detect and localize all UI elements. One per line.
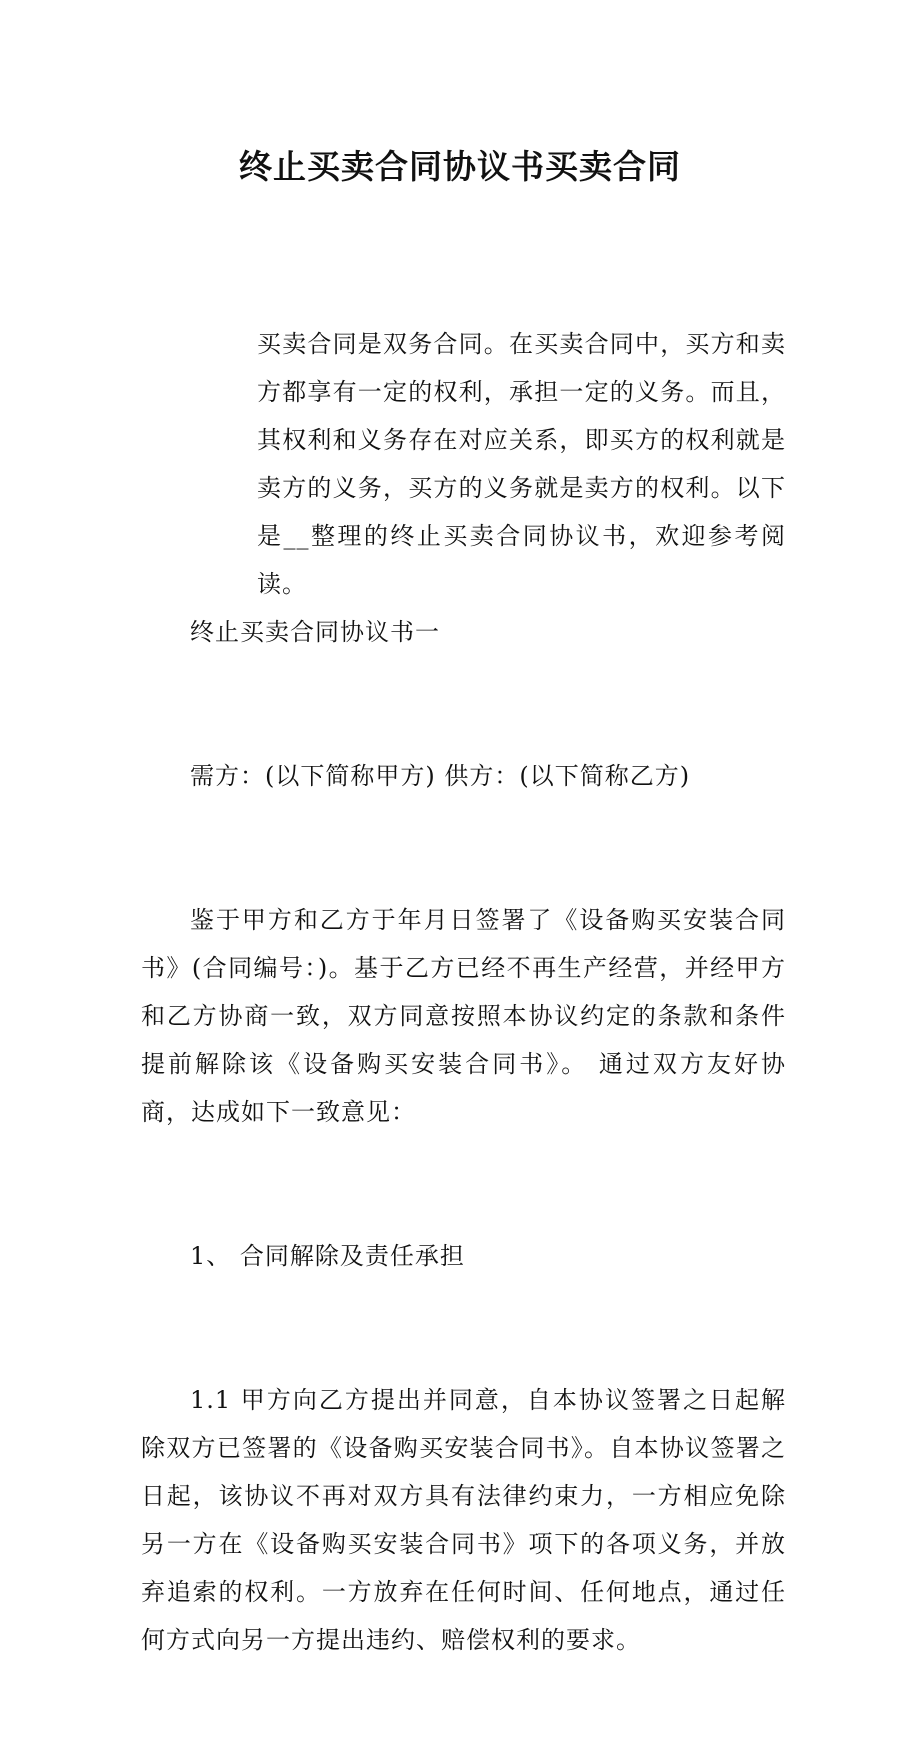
section-title: 终止买卖合同协议书一 [190, 618, 440, 646]
paragraph-recital: 鉴于甲方和乙方于年月日签署了《设备购买安装合同书》(合同编号：)。基于乙方已经不再生产经营，并经甲方和乙方协商一致，双方同意按照本协议约定的条款和条件提前解除该《设备购买安装合同书》。 通过双方友好协商，达成如下一致意见： [141, 906, 786, 1126]
agreement-section [141, 512, 786, 1760]
clause-heading: 1、 合同解除及责任承担 [190, 1242, 465, 1270]
intro-text: 买卖合同是双务合同。在买卖合同中，买方和卖方都享有一定的权利，承担一定的义务。而且，其权利和义务存在对应关系，即买方的权利就是卖方的义务，买方的义务就是卖方的权利。以下是__整理的终止买卖合同协议书，欢迎参考阅读。 [257, 330, 786, 598]
parties-line: 需方：(以下简称甲方) 供方：(以下简称乙方) [190, 762, 691, 790]
clause-1-1: 1.1 甲方向乙方提出并同意，自本协议签署之日起解除双方已签署的《设备购买安装合同书》。自本协议签署之日起，该协议不再对双方具有法律约束力，一方相应免除另一方在《设备购买安装合同书》项下的各项义务，并放弃追索的权利。一方放弃在任何时间、任何地点，通过任何方式向另一方提出违约、赔偿权利的要求。 [141, 1386, 786, 1654]
document-title: 终止买卖合同协议书买卖合同 [239, 147, 681, 186]
